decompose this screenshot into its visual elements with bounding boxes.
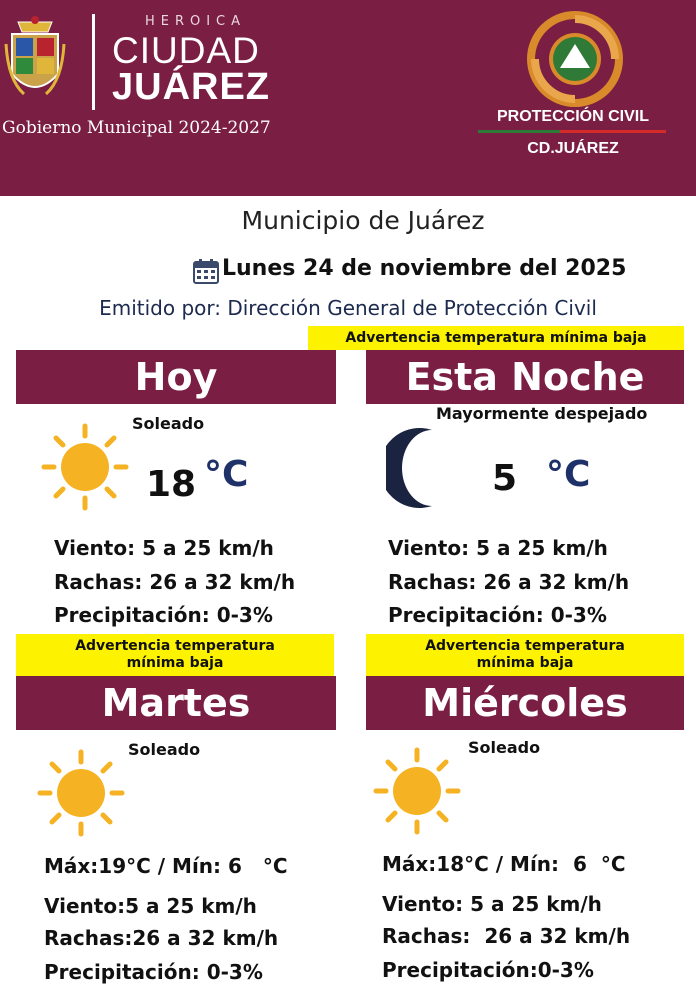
warning-martes-line2: mínima baja <box>126 655 224 671</box>
martes-max-label: Máx: <box>44 854 99 878</box>
juarez-label: JUÁREZ <box>112 66 271 108</box>
noche-rachas-value: 26 a 32 km/h <box>483 570 630 594</box>
hoy-viento-label: Viento: <box>54 536 136 560</box>
noche-temp-unit: °C <box>546 454 591 495</box>
miercoles-max-value: 18°C / Mín: <box>436 852 560 876</box>
heroica-label: HEROICA <box>144 14 247 29</box>
warning-miercoles-line2: mínima baja <box>476 655 574 671</box>
miercoles-precip-label: Precipitación: <box>382 958 538 982</box>
miercoles-viento-label: Viento: <box>382 892 464 916</box>
martes-max-value: 19°C / Mín: <box>98 854 222 878</box>
noche-precip-label: Precipitación: <box>388 603 544 627</box>
warning-martes-line1: Advertencia temperatura <box>75 638 275 654</box>
martes-min-value: 6 <box>228 854 242 878</box>
hoy-temp: 18 <box>146 464 197 505</box>
miercoles-rachas-label: Rachas: <box>382 924 471 948</box>
sun-icon <box>372 746 462 836</box>
sun-icon <box>40 422 130 512</box>
forecast-date: Lunes 24 de noviembre del 2025 <box>222 256 627 281</box>
miercoles-condition: Soleado <box>468 738 541 757</box>
municipio-title: Municipio de Juárez <box>241 206 485 235</box>
miercoles-viento-value: 5 a 25 km/h <box>470 892 602 916</box>
miercoles-title: Miércoles <box>366 676 684 730</box>
noche-viento-value: 5 a 25 km/h <box>476 536 608 560</box>
hoy-condition: Soleado <box>132 414 205 433</box>
city-crest-icon <box>4 14 66 106</box>
martes-rachas-label: Rachas: <box>44 926 133 950</box>
martes-viento-value: 5 a 25 km/h <box>125 894 257 918</box>
noche-condition: Mayormente despejado <box>436 404 648 423</box>
martes-rachas-value: 26 a 32 km/h <box>132 926 279 950</box>
martes-condition: Soleado <box>128 740 201 759</box>
miercoles-rachas-value: 26 a 32 km/h <box>484 924 631 948</box>
miercoles-precip-value: 0-3% <box>537 958 594 982</box>
noche-viento-label: Viento: <box>388 536 470 560</box>
proteccion-civil-city: CD.JUÁREZ <box>527 140 619 157</box>
martes-title: Martes <box>16 676 336 730</box>
noche-temp: 5 <box>492 458 518 499</box>
noche-precip-value: 0-3% <box>550 603 607 627</box>
moon-icon <box>386 426 456 510</box>
proteccion-civil-title: PROTECCIÓN CIVIL <box>496 108 649 125</box>
hoy-precip-label: Precipitación: <box>54 603 210 627</box>
hoy-title: Hoy <box>16 350 336 404</box>
hoy-rachas-value: 26 a 32 km/h <box>149 570 296 594</box>
emitido-por: Emitido por: Dirección General de Protección Civil <box>99 296 597 320</box>
martes-precip-label: Precipitación: <box>44 960 200 984</box>
martes-precip-value: 0-3% <box>206 960 263 984</box>
hoy-temp-unit: °C <box>204 454 249 495</box>
warning-banner-noche: Advertencia temperatura mínima baja <box>308 326 684 350</box>
header-divider <box>92 14 95 110</box>
miercoles-max-label: Máx: <box>382 852 437 876</box>
proteccion-civil-emblem-icon <box>522 6 628 112</box>
martes-viento-label: Viento: <box>44 894 126 918</box>
hoy-precip-value: 0-3% <box>216 603 273 627</box>
hoy-rachas-label: Rachas: <box>54 570 143 594</box>
pc-underline-red <box>560 130 666 133</box>
miercoles-min-unit: °C <box>600 852 626 876</box>
sun-icon <box>36 748 126 838</box>
warning-miercoles-line1: Advertencia temperatura <box>425 638 625 654</box>
miercoles-min-value: 6 <box>572 852 587 876</box>
hoy-viento-value: 5 a 25 km/h <box>142 536 274 560</box>
ciudad-label: CIUDAD <box>112 30 260 71</box>
noche-title: Esta Noche <box>366 350 684 404</box>
warning-banner-martes <box>16 634 334 678</box>
martes-min-unit: °C <box>262 854 288 878</box>
gobierno-label: Gobierno Municipal 2024-2027 <box>2 118 271 138</box>
noche-rachas-label: Rachas: <box>388 570 477 594</box>
calendar-icon <box>193 258 219 284</box>
warning-banner-miercoles <box>366 634 684 678</box>
